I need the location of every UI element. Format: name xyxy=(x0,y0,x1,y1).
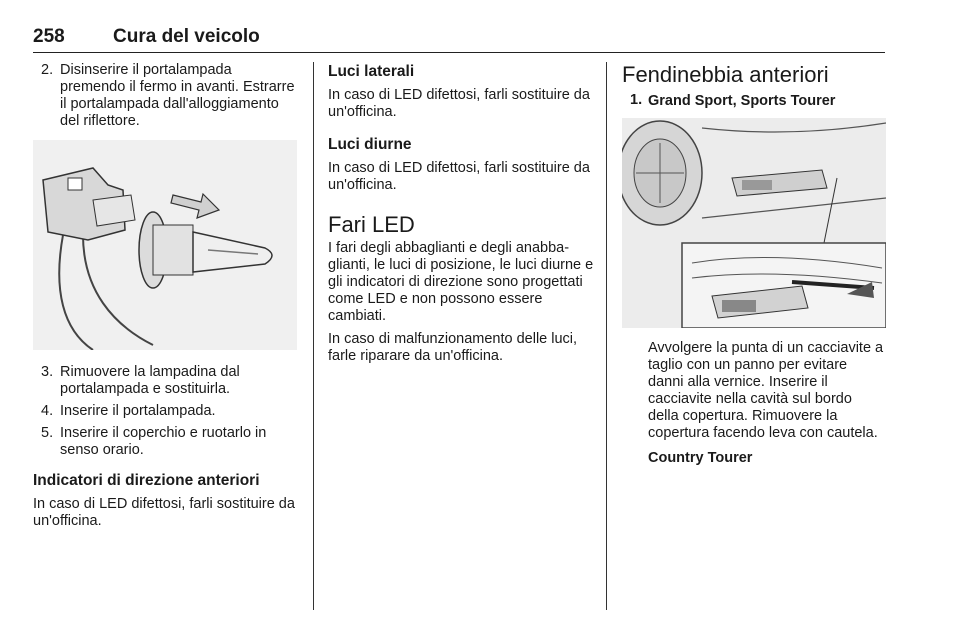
instruction-block xyxy=(622,340,886,467)
section-body: In caso di malfunzionamento delle luci, farle riparare da un'officina. xyxy=(328,331,578,364)
section-heading: Luci laterali xyxy=(328,63,415,80)
variant-step xyxy=(622,92,886,110)
variant-label: Country Tourer xyxy=(648,450,753,466)
step-number: 4. xyxy=(41,403,54,419)
list-item xyxy=(33,364,295,398)
step-number: 3. xyxy=(41,364,54,380)
section-body: In caso di LED difettosi, farli sostituire da un'officina. xyxy=(328,87,590,120)
variant-label: Grand Sport, Sports Tourer xyxy=(648,93,836,109)
step-number: 5. xyxy=(41,425,54,441)
bulb-holder-illustration xyxy=(33,140,297,350)
section-heading: Indicatori di direzione anteriori xyxy=(33,472,260,489)
instruction-text: Avvolgere la punta di un cacciavite a taglio con un panno per evitare danni alla vernice. Inserire il cacciavite nella cavità sul bordo della copertura. Rimuovere la copertura facendo leva con cautela. xyxy=(648,340,884,441)
fog-light-illustration xyxy=(622,118,886,328)
chapter-title: Cura del veicolo xyxy=(113,26,260,47)
steps-list-top xyxy=(33,62,295,130)
section-title: Fendinebbia anteriori xyxy=(622,62,829,87)
column-divider xyxy=(606,62,607,610)
column-right xyxy=(622,62,886,467)
step-text: Disinserire il portalampada premendo il fermo in avanti. Estrarre il portalampada dall'alloggiamento del riflettore. xyxy=(60,62,295,129)
list-item xyxy=(33,425,295,459)
fog-light-icon xyxy=(622,118,886,328)
step-text: Rimuovere la lampadina dal portalampada e sostituirla. xyxy=(60,364,240,397)
list-item xyxy=(33,62,295,130)
step-number: 2. xyxy=(41,62,54,78)
step-text: Inserire il coperchio e ruotarlo in senso orario. xyxy=(60,425,267,458)
step-text: Inserire il portalampada. xyxy=(60,403,216,419)
column-divider xyxy=(313,62,314,610)
section-title: Fari LED xyxy=(328,212,415,237)
column-left xyxy=(33,62,295,530)
section-body: I fari degli abbaglianti e degli anabbaglianti, le luci di posizione, le luci diurne e gli indicatori di direzione sono progettati come LED e non possono essere cambiati. xyxy=(328,240,594,324)
steps-list-bottom xyxy=(33,364,295,459)
section-heading: Luci diurne xyxy=(328,136,412,153)
section-body: In caso di LED difettosi, farli sostituire da un'officina. xyxy=(328,160,590,193)
step-number: 1. xyxy=(630,92,643,108)
column-middle xyxy=(328,62,596,371)
section-body: In caso di LED difettosi, farli sostituire da un'officina. xyxy=(33,496,295,529)
page-number: 258 xyxy=(33,26,65,47)
page-header xyxy=(33,26,885,53)
list-item xyxy=(33,403,295,420)
bulb-holder-icon xyxy=(33,140,297,350)
